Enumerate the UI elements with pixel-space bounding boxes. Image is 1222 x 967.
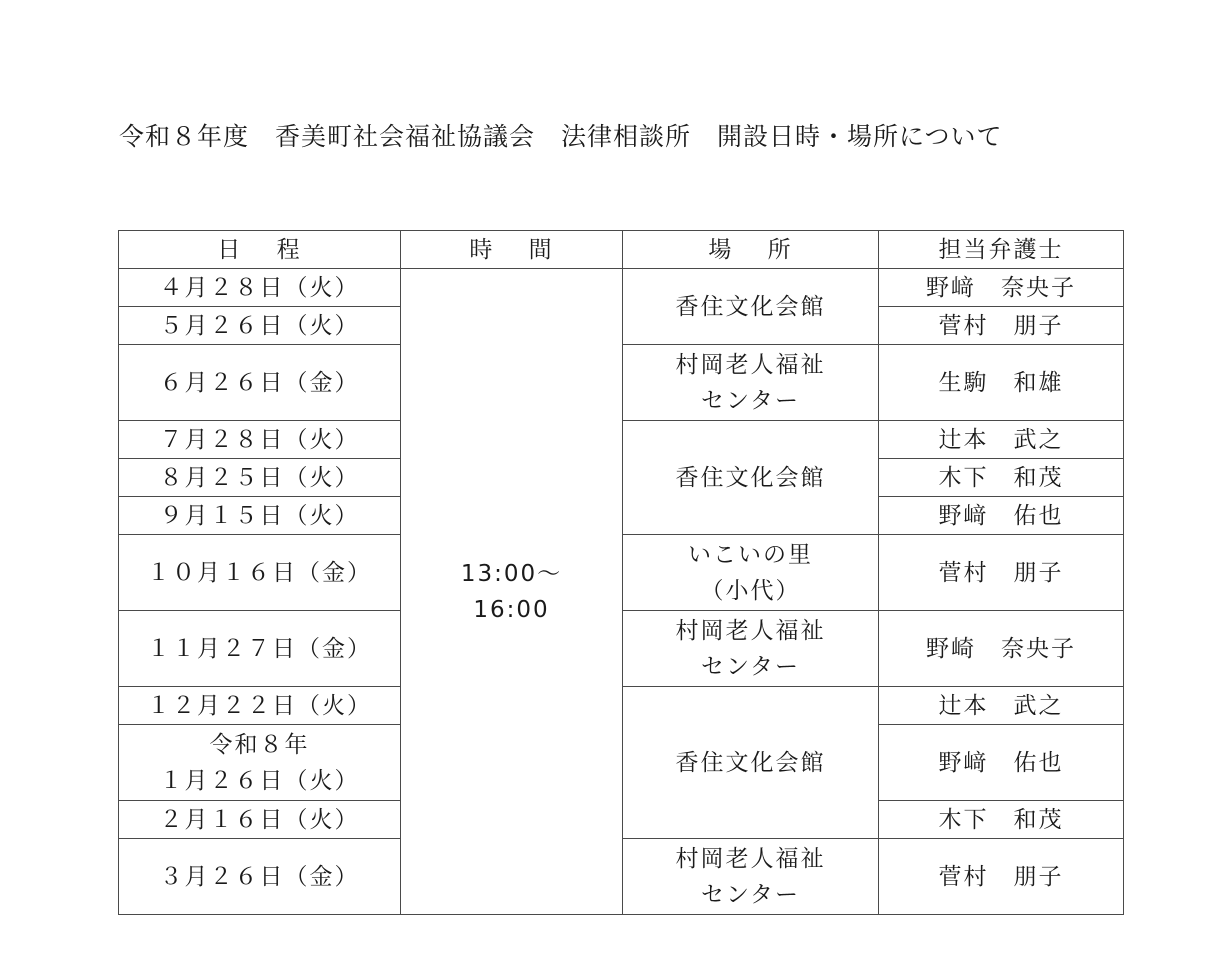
date-cell: ８月２５日（火） [119,459,401,497]
lawyer-cell: 菅村 朋子 [879,839,1124,915]
document-title: 令和８年度 香美町社会福祉協議会 法律相談所 開設日時・場所について [119,122,1003,151]
lawyer-cell: 野崎 奈央子 [879,611,1124,687]
date-cell: ３月２６日（金） [119,839,401,915]
table-header-row [119,231,1124,269]
date-cell: １２月２２日（火） [119,687,401,725]
place-cell: 香住文化会館 [623,269,879,345]
lawyer-cell: 菅村 朋子 [879,535,1124,611]
place-cell: 香住文化会館 [623,421,879,535]
lawyer-cell: 生駒 和雄 [879,345,1124,421]
lawyer-cell: 野﨑 佑也 [879,725,1124,801]
date-cell: １１月２７日（金） [119,611,401,687]
lawyer-cell: 野﨑 佑也 [879,497,1124,535]
place-cell: 村岡老人福祉 センター [623,611,879,687]
date-cell: ７月２８日（火） [119,421,401,459]
lawyer-cell: 木下 和茂 [879,801,1124,839]
place-cell: 香住文化会館 [623,687,879,839]
place-cell: いこいの里 （小代） [623,535,879,611]
time-cell: 13:00～ 16:00 [401,269,623,915]
lawyer-cell: 木下 和茂 [879,459,1124,497]
date-cell: ６月２６日（金） [119,345,401,421]
place-cell: 村岡老人福祉 センター [623,839,879,915]
table-row [119,269,1124,307]
date-cell: ２月１６日（火） [119,801,401,839]
header-place: 場 所 [623,231,879,269]
header-lawyer: 担当弁護士 [879,231,1124,269]
date-cell: ５月２６日（火） [119,307,401,345]
date-cell: 令和８年 １月２６日（火） [119,725,401,801]
header-time: 時 間 [401,231,623,269]
date-cell: １０月１６日（金） [119,535,401,611]
place-cell: 村岡老人福祉 センター [623,345,879,421]
header-date: 日 程 [119,231,401,269]
lawyer-cell: 辻本 武之 [879,687,1124,725]
lawyer-cell: 野﨑 奈央子 [879,269,1124,307]
lawyer-cell: 菅村 朋子 [879,307,1124,345]
date-cell: ４月２８日（火） [119,269,401,307]
date-cell: ９月１５日（火） [119,497,401,535]
schedule-table [118,230,1124,915]
lawyer-cell: 辻本 武之 [879,421,1124,459]
